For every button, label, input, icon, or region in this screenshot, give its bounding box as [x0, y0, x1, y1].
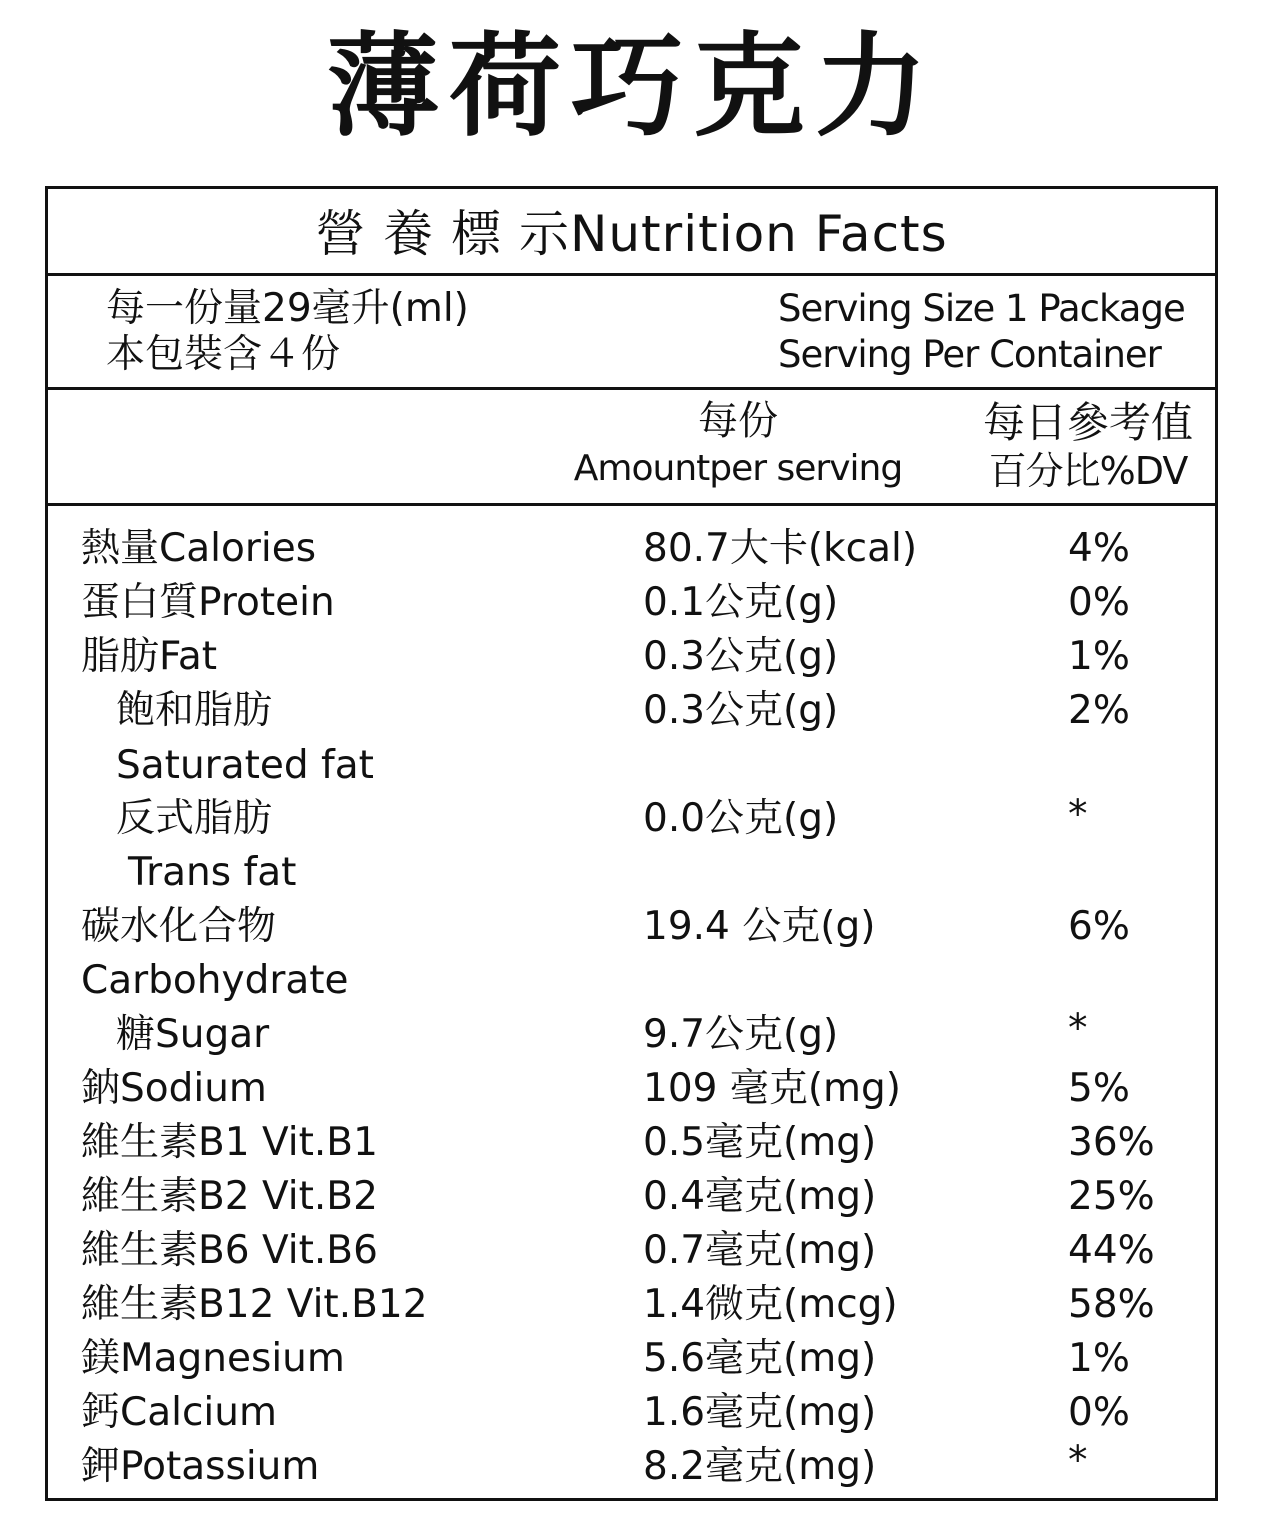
nutrition-facts-panel [45, 186, 1218, 1501]
nutrient-amount: 0.5毫克(mg) [643, 1120, 877, 1165]
nutrient-daily-value: 1% [1068, 1336, 1130, 1381]
nutrient-amount: 0.1公克(g) [643, 580, 839, 625]
serving-size-en: Serving Size 1 Package [778, 287, 1185, 330]
nutrient-name: Trans fat [128, 850, 297, 895]
nutrient-name: 鈣Calcium [81, 1390, 277, 1435]
nutrient-name: 飽和脂肪 [116, 688, 273, 733]
serving-size-zh: 每一份量29毫升(ml) [106, 286, 469, 331]
nutrient-name: 碳水化合物 [81, 904, 277, 949]
nutrient-daily-value: 36% [1068, 1120, 1155, 1165]
column-headers [48, 390, 1215, 506]
nutrient-name: 維生素B2 Vit.B2 [81, 1174, 378, 1219]
serving-info [48, 276, 1215, 390]
daily-value-header-line1: 每日參考值 [982, 398, 1193, 447]
nutrient-name: 脂肪Fat [81, 634, 218, 679]
nutrient-name: 維生素B12 Vit.B12 [81, 1282, 428, 1327]
nutrient-daily-value: 0% [1068, 1390, 1130, 1435]
nutrient-amount: 80.7大卡(kcal) [643, 526, 918, 571]
nutrient-amount: 0.3公克(g) [643, 634, 839, 679]
nutrient-name: 熱量Calories [81, 526, 317, 571]
nutrient-amount: 109 毫克(mg) [643, 1066, 902, 1111]
nutrient-name: 反式脂肪 [116, 796, 273, 841]
nutrient-name: 維生素B1 Vit.B1 [81, 1120, 378, 1165]
nutrient-amount: 9.7公克(g) [643, 1012, 839, 1057]
amount-header-en: Amountper serving [573, 448, 903, 489]
nutrient-daily-value: 2% [1068, 688, 1130, 733]
nutrient-amount: 1.6毫克(mg) [643, 1390, 877, 1435]
nutrient-name: Carbohydrate [81, 958, 349, 1003]
nutrient-amount: 0.7毫克(mg) [643, 1228, 877, 1273]
nutrient-daily-value: 25% [1068, 1174, 1155, 1219]
nutrient-name: 蛋白質Protein [81, 580, 335, 625]
nutrient-amount: 0.3公克(g) [643, 688, 839, 733]
nutrient-daily-value: * [1068, 1006, 1088, 1051]
nutrient-daily-value: 44% [1068, 1228, 1155, 1273]
nutrient-name: Saturated fat [116, 743, 374, 788]
nutrient-daily-value: * [1068, 792, 1088, 837]
nutrient-daily-value: 0% [1068, 580, 1130, 625]
nutrient-amount: 8.2毫克(mg) [643, 1444, 877, 1489]
nutrition-facts-header: 營 養 標 示Nutrition Facts [48, 189, 1215, 276]
nutrient-name: 維生素B6 Vit.B6 [81, 1228, 378, 1273]
nutrient-daily-value: * [1068, 1438, 1088, 1483]
nutrient-daily-value: 1% [1068, 634, 1130, 679]
nutrient-daily-value: 58% [1068, 1282, 1155, 1327]
nutrient-amount: 1.4微克(mcg) [643, 1282, 898, 1327]
nutrient-daily-value: 5% [1068, 1066, 1130, 1111]
nutrient-daily-value: 4% [1068, 526, 1130, 571]
nutrient-name: 鎂Magnesium [81, 1336, 345, 1381]
nutrient-name: 鈉Sodium [81, 1066, 267, 1111]
servings-per-container-en: Serving Per Container [778, 333, 1161, 376]
nutrient-name: 糖Sugar [116, 1012, 270, 1057]
servings-per-package-zh: 本包裝含４份 [106, 332, 341, 377]
nutrient-name: 鉀Potassium [81, 1444, 320, 1489]
nutrient-amount: 0.0公克(g) [643, 796, 839, 841]
nutrient-daily-value: 6% [1068, 904, 1130, 949]
nutrient-amount: 5.6毫克(mg) [643, 1336, 877, 1381]
daily-value-header-line2: 百分比%DV [988, 449, 1188, 493]
nutrient-amount: 0.4毫克(mg) [643, 1174, 877, 1219]
nutrient-amount: 19.4 公克(g) [643, 904, 876, 949]
product-title: 薄荷巧克力 [327, 22, 937, 152]
amount-header-zh: 每份 [698, 398, 778, 444]
